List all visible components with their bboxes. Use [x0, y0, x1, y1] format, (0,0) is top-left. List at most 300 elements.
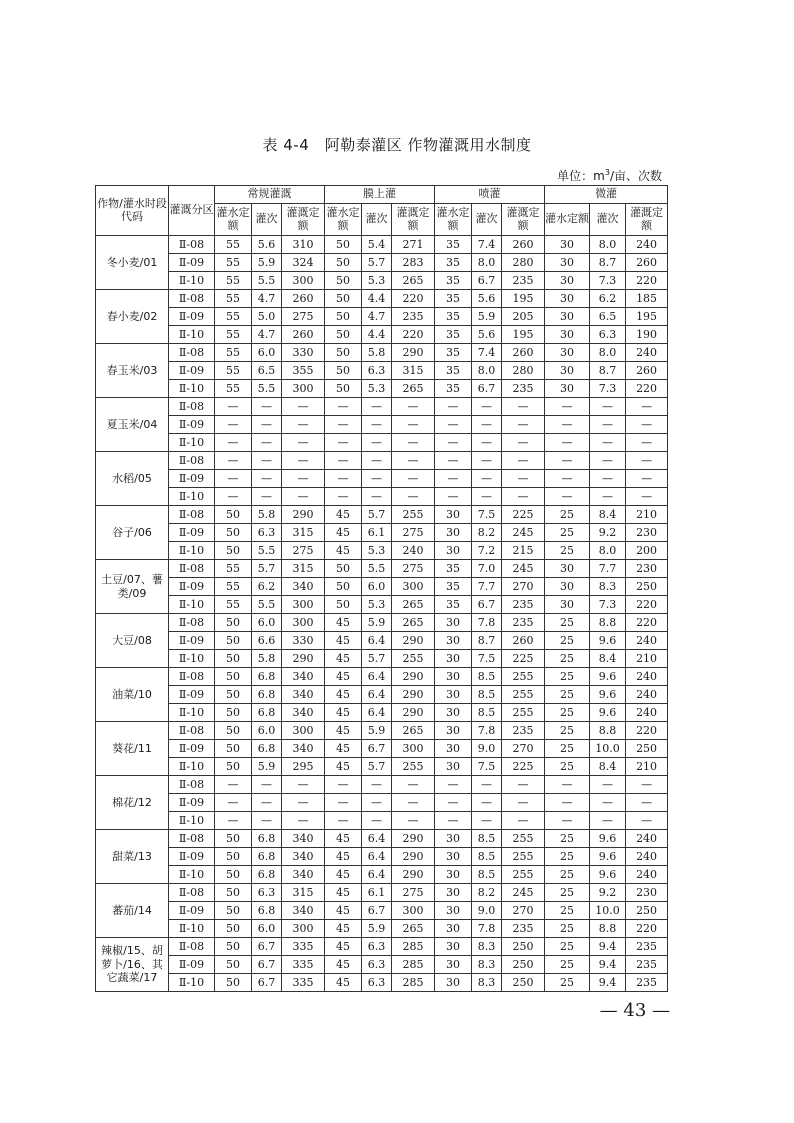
value-cell: 240 [392, 542, 435, 560]
value-cell: — [215, 416, 252, 434]
value-cell: 290 [392, 866, 435, 884]
table-row [96, 362, 668, 380]
value-cell: 6.7 [252, 974, 282, 992]
value-cell: 240 [626, 866, 668, 884]
value-cell: — [502, 812, 545, 830]
value-cell: 45 [325, 506, 362, 524]
value-cell: — [252, 488, 282, 506]
value-cell: — [502, 470, 545, 488]
value-cell: 25 [545, 524, 590, 542]
value-cell: 45 [325, 884, 362, 902]
value-cell: 7.3 [590, 272, 626, 290]
value-cell: 275 [282, 308, 325, 326]
value-cell: 45 [325, 650, 362, 668]
value-cell: 275 [392, 884, 435, 902]
value-cell: 195 [502, 290, 545, 308]
value-cell: 50 [215, 704, 252, 722]
value-cell: 235 [502, 722, 545, 740]
value-cell: 250 [502, 956, 545, 974]
zone-cell: Ⅱ-08 [169, 884, 215, 902]
crop-name: 水稻/05 [96, 452, 169, 506]
value-cell: 5.7 [362, 254, 392, 272]
value-cell: 300 [282, 722, 325, 740]
value-cell: — [472, 470, 502, 488]
value-cell: 6.7 [472, 272, 502, 290]
value-cell: 5.5 [252, 596, 282, 614]
zone-cell: Ⅱ-09 [169, 956, 215, 974]
value-cell: — [590, 488, 626, 506]
value-cell: 235 [502, 272, 545, 290]
value-cell: 220 [626, 272, 668, 290]
value-cell: 5.3 [362, 380, 392, 398]
value-cell: 5.3 [362, 272, 392, 290]
zone-cell: Ⅱ-08 [169, 722, 215, 740]
value-cell: 6.4 [362, 830, 392, 848]
value-cell: — [590, 776, 626, 794]
value-cell: — [252, 776, 282, 794]
value-cell: 240 [626, 236, 668, 254]
value-cell: 55 [215, 596, 252, 614]
value-cell: 25 [545, 506, 590, 524]
value-cell: 45 [325, 902, 362, 920]
value-cell: 255 [502, 704, 545, 722]
value-cell: 240 [626, 632, 668, 650]
value-cell: 5.6 [472, 326, 502, 344]
zone-cell: Ⅱ-10 [169, 704, 215, 722]
value-cell: 55 [215, 380, 252, 398]
crop-name: 谷子/06 [96, 506, 169, 560]
value-cell: 6.4 [362, 848, 392, 866]
value-cell: 250 [502, 938, 545, 956]
value-cell: — [215, 776, 252, 794]
value-cell: 240 [626, 668, 668, 686]
value-cell: 9.6 [590, 632, 626, 650]
value-cell: 50 [215, 614, 252, 632]
value-cell: 35 [435, 290, 472, 308]
value-cell: 8.2 [472, 884, 502, 902]
value-cell: 285 [392, 938, 435, 956]
value-cell: 9.0 [472, 740, 502, 758]
value-cell: 280 [502, 362, 545, 380]
value-cell: — [325, 452, 362, 470]
value-cell: — [215, 812, 252, 830]
value-cell: 6.8 [252, 830, 282, 848]
table-row [96, 560, 668, 578]
value-cell: 30 [435, 974, 472, 992]
value-cell: 45 [325, 866, 362, 884]
value-cell: 355 [282, 362, 325, 380]
value-cell: 30 [435, 740, 472, 758]
value-cell: 8.8 [590, 722, 626, 740]
value-cell: 30 [435, 686, 472, 704]
value-cell: — [362, 452, 392, 470]
value-cell: 5.7 [362, 650, 392, 668]
value-cell: 55 [215, 254, 252, 272]
value-cell: 6.3 [362, 956, 392, 974]
value-cell: 50 [325, 290, 362, 308]
value-cell: 30 [435, 884, 472, 902]
value-cell: 6.8 [252, 866, 282, 884]
value-cell: 9.6 [590, 830, 626, 848]
zone-cell: Ⅱ-08 [169, 560, 215, 578]
zone-cell: Ⅱ-09 [169, 254, 215, 272]
value-cell: 220 [626, 380, 668, 398]
value-cell: 340 [282, 866, 325, 884]
value-cell: 200 [626, 542, 668, 560]
value-cell: 315 [282, 524, 325, 542]
value-cell: — [626, 398, 668, 416]
table-row [96, 236, 668, 254]
value-cell: — [502, 398, 545, 416]
value-cell: — [626, 434, 668, 452]
zone-cell: Ⅱ-10 [169, 866, 215, 884]
zone-cell: Ⅱ-10 [169, 326, 215, 344]
value-cell: 275 [392, 524, 435, 542]
value-cell: 8.2 [472, 524, 502, 542]
value-cell: 300 [282, 380, 325, 398]
value-cell: 30 [435, 650, 472, 668]
value-cell: 55 [215, 362, 252, 380]
value-cell: 6.0 [252, 344, 282, 362]
value-cell: 45 [325, 632, 362, 650]
zone-cell: Ⅱ-09 [169, 362, 215, 380]
value-cell: 250 [502, 974, 545, 992]
zone-cell: Ⅱ-08 [169, 506, 215, 524]
zone-cell: Ⅱ-08 [169, 668, 215, 686]
zone-cell: Ⅱ-10 [169, 758, 215, 776]
value-cell: 6.1 [362, 524, 392, 542]
value-cell: 290 [392, 668, 435, 686]
zone-cell: Ⅱ-10 [169, 380, 215, 398]
table-row [96, 704, 668, 722]
table-row [96, 272, 668, 290]
value-cell: 8.5 [472, 704, 502, 722]
zone-cell: Ⅱ-10 [169, 920, 215, 938]
value-cell: 4.7 [252, 326, 282, 344]
value-cell: 340 [282, 578, 325, 596]
value-cell: 55 [215, 290, 252, 308]
value-cell: 8.5 [472, 668, 502, 686]
value-cell: — [626, 416, 668, 434]
value-cell: 30 [435, 830, 472, 848]
value-cell: 8.3 [472, 956, 502, 974]
table-row [96, 758, 668, 776]
value-cell: 55 [215, 272, 252, 290]
value-cell: 6.7 [472, 380, 502, 398]
value-cell: 5.9 [252, 254, 282, 272]
value-cell: 35 [435, 560, 472, 578]
value-cell: 8.3 [590, 578, 626, 596]
value-cell: 225 [502, 650, 545, 668]
zone-cell: Ⅱ-10 [169, 596, 215, 614]
value-cell: 330 [282, 632, 325, 650]
value-cell: 235 [626, 938, 668, 956]
value-cell: — [362, 794, 392, 812]
value-cell: 255 [502, 866, 545, 884]
table-title: 表 4-4 阿勒泰灌区 作物灌溉用水制度 [262, 136, 532, 154]
zone-cell: Ⅱ-08 [169, 398, 215, 416]
table-row [96, 974, 668, 992]
value-cell: 290 [282, 650, 325, 668]
value-cell: 6.7 [252, 938, 282, 956]
value-cell: 195 [502, 326, 545, 344]
value-cell: — [252, 452, 282, 470]
value-cell: 35 [435, 362, 472, 380]
value-cell: 6.3 [590, 326, 626, 344]
value-cell: 235 [502, 920, 545, 938]
value-cell: 25 [545, 722, 590, 740]
value-cell: 6.0 [252, 722, 282, 740]
value-cell: 8.7 [590, 362, 626, 380]
value-cell: 30 [545, 326, 590, 344]
value-cell: 5.4 [362, 236, 392, 254]
header-times: 灌次 [590, 204, 626, 236]
value-cell: 255 [392, 506, 435, 524]
value-cell: 8.0 [590, 236, 626, 254]
table-row [96, 344, 668, 362]
value-cell: 6.4 [362, 632, 392, 650]
value-cell: 30 [545, 578, 590, 596]
value-cell: 50 [325, 380, 362, 398]
value-cell: 290 [392, 344, 435, 362]
value-cell: 315 [282, 884, 325, 902]
value-cell: — [590, 452, 626, 470]
value-cell: — [472, 434, 502, 452]
value-cell: — [282, 416, 325, 434]
value-cell: 210 [626, 650, 668, 668]
value-cell: 270 [502, 902, 545, 920]
value-cell: 250 [626, 902, 668, 920]
crop-name: 土豆/07、薯类/09 [96, 560, 169, 614]
zone-cell: Ⅱ-09 [169, 308, 215, 326]
value-cell: — [590, 398, 626, 416]
header-total: 灌溉定额 [626, 204, 668, 236]
value-cell: 210 [626, 506, 668, 524]
value-cell: 25 [545, 704, 590, 722]
value-cell: 7.8 [472, 722, 502, 740]
value-cell: — [252, 416, 282, 434]
value-cell: 5.9 [252, 758, 282, 776]
value-cell: 265 [392, 272, 435, 290]
value-cell: 9.6 [590, 704, 626, 722]
value-cell: — [362, 776, 392, 794]
value-cell: 30 [545, 362, 590, 380]
value-cell: — [435, 812, 472, 830]
value-cell: 30 [545, 254, 590, 272]
value-cell: 255 [392, 758, 435, 776]
value-cell: — [435, 434, 472, 452]
value-cell: 295 [282, 758, 325, 776]
value-cell: 45 [325, 758, 362, 776]
zone-cell: Ⅱ-09 [169, 902, 215, 920]
value-cell: 310 [282, 236, 325, 254]
value-cell: 275 [282, 542, 325, 560]
value-cell: — [282, 398, 325, 416]
table-row [96, 722, 668, 740]
value-cell: 55 [215, 308, 252, 326]
table-row [96, 398, 668, 416]
value-cell: 50 [215, 848, 252, 866]
value-cell: 45 [325, 524, 362, 542]
value-cell: 6.4 [362, 704, 392, 722]
value-cell: 50 [215, 920, 252, 938]
value-cell: 30 [435, 524, 472, 542]
header-times: 灌次 [252, 204, 282, 236]
value-cell: — [545, 776, 590, 794]
value-cell: 324 [282, 254, 325, 272]
value-cell: 45 [325, 686, 362, 704]
value-cell: 4.4 [362, 290, 392, 308]
value-cell: — [252, 794, 282, 812]
value-cell: — [590, 470, 626, 488]
value-cell: 7.3 [590, 380, 626, 398]
value-cell: 255 [502, 830, 545, 848]
value-cell: 265 [392, 614, 435, 632]
value-cell: 9.2 [590, 524, 626, 542]
value-cell: 300 [282, 596, 325, 614]
value-cell: 5.9 [362, 920, 392, 938]
value-cell: — [626, 794, 668, 812]
value-cell: 55 [215, 236, 252, 254]
value-cell: 50 [325, 308, 362, 326]
value-cell: 7.5 [472, 506, 502, 524]
value-cell: — [472, 812, 502, 830]
value-cell: 235 [392, 308, 435, 326]
value-cell: 335 [282, 974, 325, 992]
value-cell: 50 [215, 974, 252, 992]
unit-sup: 3 [604, 168, 610, 177]
value-cell: — [502, 488, 545, 506]
value-cell: 55 [215, 560, 252, 578]
value-cell: — [502, 434, 545, 452]
value-cell: 50 [325, 362, 362, 380]
value-cell: 5.5 [252, 380, 282, 398]
value-cell: 35 [435, 596, 472, 614]
value-cell: — [252, 398, 282, 416]
value-cell: — [435, 416, 472, 434]
value-cell: 8.0 [472, 254, 502, 272]
value-cell: 260 [282, 290, 325, 308]
value-cell: 5.8 [252, 650, 282, 668]
value-cell: 340 [282, 830, 325, 848]
value-cell: 260 [626, 254, 668, 272]
zone-cell: Ⅱ-10 [169, 542, 215, 560]
crop-name: 蕃茄/14 [96, 884, 169, 938]
value-cell: 8.0 [590, 542, 626, 560]
value-cell: 290 [392, 632, 435, 650]
value-cell: 240 [626, 344, 668, 362]
zone-cell: Ⅱ-09 [169, 632, 215, 650]
value-cell: — [362, 434, 392, 452]
value-cell: — [545, 794, 590, 812]
value-cell: — [325, 398, 362, 416]
table-row [96, 740, 668, 758]
value-cell: — [252, 812, 282, 830]
value-cell: 6.3 [252, 524, 282, 542]
value-cell: 5.6 [252, 236, 282, 254]
value-cell: — [590, 794, 626, 812]
value-cell: 250 [626, 740, 668, 758]
value-cell: 25 [545, 938, 590, 956]
table-row [96, 326, 668, 344]
table-row [96, 884, 668, 902]
value-cell: 30 [435, 866, 472, 884]
value-cell: 8.5 [472, 848, 502, 866]
value-cell: 9.6 [590, 668, 626, 686]
value-cell: 6.8 [252, 902, 282, 920]
value-cell: — [435, 470, 472, 488]
value-cell: 50 [215, 956, 252, 974]
value-cell: — [435, 776, 472, 794]
value-cell: 30 [435, 668, 472, 686]
table-row [96, 290, 668, 308]
value-cell: 25 [545, 650, 590, 668]
value-cell: 50 [215, 632, 252, 650]
value-cell: — [282, 470, 325, 488]
value-cell: 50 [325, 578, 362, 596]
value-cell: 30 [435, 542, 472, 560]
value-cell: 7.5 [472, 758, 502, 776]
value-cell: 210 [626, 758, 668, 776]
value-cell: 30 [435, 956, 472, 974]
value-cell: 35 [435, 326, 472, 344]
value-cell: — [325, 470, 362, 488]
value-cell: 30 [545, 344, 590, 362]
header-quota: 灌水定额 [215, 204, 252, 236]
value-cell: 50 [215, 884, 252, 902]
value-cell: 30 [435, 902, 472, 920]
value-cell: 6.1 [362, 884, 392, 902]
value-cell: 6.7 [362, 902, 392, 920]
value-cell: 25 [545, 974, 590, 992]
value-cell: — [545, 398, 590, 416]
header-group-sprinkler: 喷灌 [435, 186, 545, 204]
table-row [96, 686, 668, 704]
value-cell: 340 [282, 740, 325, 758]
value-cell: — [392, 812, 435, 830]
value-cell: 340 [282, 668, 325, 686]
value-cell: 6.5 [590, 308, 626, 326]
value-cell: 6.4 [362, 668, 392, 686]
value-cell: — [626, 470, 668, 488]
value-cell: 230 [626, 524, 668, 542]
value-cell: 6.2 [252, 578, 282, 596]
value-cell: 280 [502, 254, 545, 272]
value-cell: 330 [282, 344, 325, 362]
unit-note [557, 167, 662, 184]
value-cell: 25 [545, 632, 590, 650]
value-cell: 50 [215, 506, 252, 524]
value-cell: 45 [325, 614, 362, 632]
zone-cell: Ⅱ-08 [169, 236, 215, 254]
value-cell: 5.8 [252, 506, 282, 524]
header-total: 灌溉定额 [392, 204, 435, 236]
value-cell: 5.3 [362, 596, 392, 614]
value-cell: — [215, 398, 252, 416]
value-cell: 8.3 [472, 974, 502, 992]
value-cell: 55 [215, 326, 252, 344]
header-group-film: 膜上灌 [325, 186, 435, 204]
value-cell: 30 [545, 272, 590, 290]
value-cell: 25 [545, 920, 590, 938]
value-cell: 340 [282, 848, 325, 866]
zone-cell: Ⅱ-09 [169, 578, 215, 596]
value-cell: 8.4 [590, 650, 626, 668]
value-cell: 25 [545, 866, 590, 884]
value-cell: — [215, 794, 252, 812]
value-cell: 30 [435, 920, 472, 938]
value-cell: 6.3 [362, 974, 392, 992]
